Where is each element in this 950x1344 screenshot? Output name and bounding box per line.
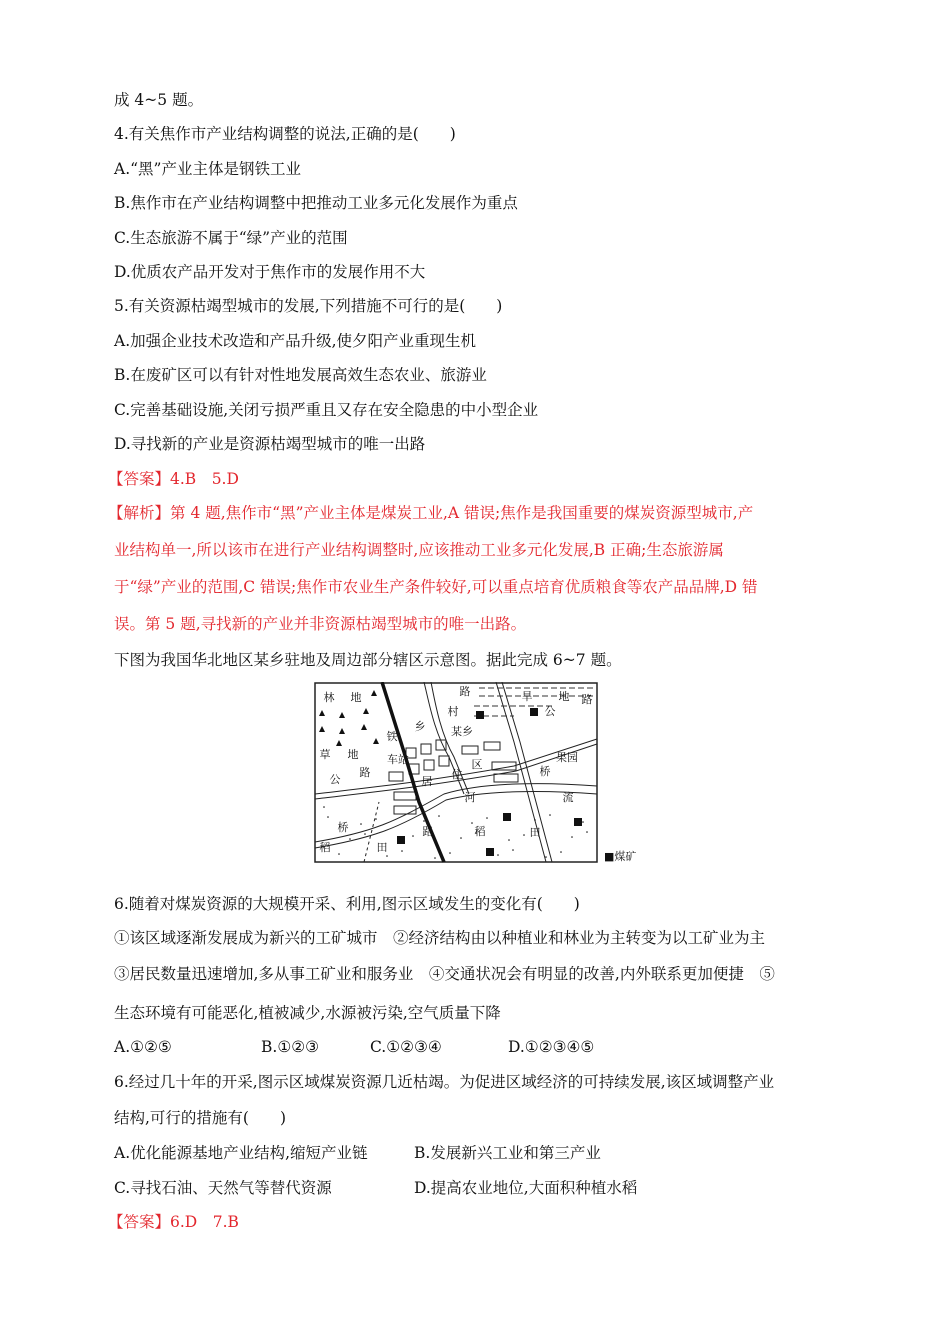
q7-option-d: D.提高农业地位,大面积种植水稻 bbox=[414, 1179, 638, 1197]
map-label: 区 bbox=[471, 758, 483, 771]
paddy-dot bbox=[349, 838, 351, 840]
q7-option-a: A.优化能源基地产业结构,缩短产业链 bbox=[114, 1144, 368, 1162]
coal-mine-marker bbox=[574, 818, 582, 826]
map-label: 居 bbox=[421, 775, 433, 788]
paddy-dot bbox=[338, 853, 340, 855]
coal-mine-marker bbox=[476, 711, 484, 719]
paddy-dot bbox=[549, 814, 551, 816]
paddy-dot bbox=[512, 849, 514, 851]
q5-option-a: A.加强企业技术改造和产品升级,使夕阳产业重现生机 bbox=[114, 332, 477, 350]
q4-stem: 4.有关焦作市产业结构调整的说法,正确的是( ) bbox=[114, 125, 456, 143]
q4-option-d: D.优质农产品开发对于焦作市的发展作用不大 bbox=[114, 263, 426, 281]
q4-option-c: C.生态旅游不属于“绿”产业的范围 bbox=[114, 229, 348, 247]
paddy-dot bbox=[364, 833, 366, 835]
paddy-dot bbox=[545, 856, 547, 858]
analysis-line-2: 业结构单一,所以该市在进行产业结构调整时,应该推动工业多元化发展,B 正确;生态旅游属 bbox=[114, 541, 724, 559]
paddy-dot bbox=[412, 835, 414, 837]
answer-label: 【答案】 bbox=[108, 1213, 171, 1231]
answer-value: 4.B 5.D bbox=[170, 470, 239, 488]
map-label: 铁 bbox=[386, 730, 398, 743]
coal-mine-marker bbox=[397, 836, 405, 844]
map-label: 公 bbox=[544, 705, 556, 718]
answer-value: 6.D 7.B bbox=[170, 1213, 239, 1231]
map-label: 田 bbox=[529, 826, 541, 839]
q7-stem-1: 6.经过几十年的开采,图示区域煤炭资源几近枯竭。为促进区域经济的可持续发展,该区域调整产业 bbox=[114, 1073, 775, 1091]
paddy-dot bbox=[386, 855, 388, 857]
answer-2 bbox=[108, 1212, 239, 1232]
map-label: 路 bbox=[422, 825, 434, 838]
q7-option-c: C.寻找石油、天然气等替代资源 bbox=[114, 1179, 332, 1197]
map-label: 乡 bbox=[414, 720, 426, 733]
answer-label: 【答案】 bbox=[108, 470, 171, 488]
paddy-dot bbox=[460, 837, 462, 839]
analysis-label: 【解析】 bbox=[108, 504, 171, 522]
paddy-dot bbox=[582, 821, 584, 823]
paddy-dot bbox=[523, 834, 525, 836]
answer-1 bbox=[108, 469, 239, 489]
map-label: 住 bbox=[451, 768, 463, 781]
intro-tail: 成 4~5 题。 bbox=[114, 91, 204, 109]
q7-option-b: B.发展新兴工业和第三产业 bbox=[414, 1144, 601, 1162]
map-label: 果园 bbox=[556, 751, 578, 764]
paddy-dot bbox=[401, 850, 403, 852]
paddy-dot bbox=[586, 831, 588, 833]
q6-stem: 6.随着对煤炭资源的大规模开采、利用,图示区域发生的变化有( ) bbox=[114, 895, 580, 913]
paddy-dot bbox=[434, 857, 436, 859]
analysis-line-4: 误。第 5 题,寻找新的产业并非资源枯竭型城市的唯一出路。 bbox=[114, 615, 527, 633]
paddy-dot bbox=[375, 818, 377, 820]
paddy-dot bbox=[571, 836, 573, 838]
q4-option-a: A.“黑”产业主体是钢铁工业 bbox=[114, 160, 301, 178]
paddy-dot bbox=[449, 852, 451, 854]
map-label: 某乡 bbox=[451, 725, 473, 738]
map-label: 稻 bbox=[474, 825, 486, 838]
paddy-dot bbox=[438, 815, 440, 817]
map-legend-coal-mine: ■煤矿 bbox=[604, 850, 637, 863]
q6-option-a: A.①②⑤ bbox=[114, 1038, 172, 1056]
paddy-dot bbox=[471, 822, 473, 824]
q5-option-d: D.寻找新的产业是资源枯竭型城市的唯一出路 bbox=[114, 435, 426, 453]
paddy-dot bbox=[323, 806, 325, 808]
paddy-dot bbox=[497, 854, 499, 856]
paddy-dot bbox=[423, 820, 425, 822]
map-label: 地 bbox=[558, 690, 570, 703]
map-label: 路 bbox=[359, 766, 371, 779]
map-label: 流 bbox=[562, 791, 574, 804]
township-map bbox=[314, 682, 598, 863]
analysis-line-3: 于“绿”产业的范围,C 错误;焦作市农业生产条件较好,可以重点培育优质粮食等农产品品牌,D 错 bbox=[114, 578, 758, 596]
map-label: 旱 bbox=[521, 690, 533, 703]
map-label: 车站 bbox=[387, 753, 409, 766]
paddy-dot bbox=[327, 816, 329, 818]
q6-statement-3: 生态环境有可能恶化,植被减少,水源被污染,空气质量下降 bbox=[114, 1004, 501, 1022]
q6-option-d: D.①②③④⑤ bbox=[508, 1038, 595, 1056]
q4-option-b: B.焦作市在产业结构调整中把推动工业多元化发展作为重点 bbox=[114, 194, 518, 212]
q5-stem: 5.有关资源枯竭型城市的发展,下列措施不可行的是( ) bbox=[114, 297, 503, 315]
map-label: 林 bbox=[323, 691, 335, 704]
analysis-text: 第 4 题,焦作市“黑”产业主体是煤炭工业,A 错误;焦作是我国重要的煤炭资源型城市,产 bbox=[170, 504, 754, 522]
coal-mine-marker bbox=[503, 813, 511, 821]
map-label: 稻 bbox=[319, 841, 331, 854]
q7-stem-2: 结构,可行的措施有( ) bbox=[114, 1109, 287, 1127]
q6-statement-2: ③居民数量迅速增加,多从事工矿业和服务业 ④交通状况会有明显的改善,内外联系更加便捷 ⑤ bbox=[114, 965, 775, 983]
paddy-dot bbox=[534, 819, 536, 821]
map-label: 公 bbox=[329, 773, 341, 786]
map-label: 草 bbox=[319, 748, 331, 761]
paddy-dot bbox=[397, 840, 399, 842]
paddy-dot bbox=[560, 851, 562, 853]
map-label: 地 bbox=[350, 691, 362, 704]
map-label: 桥 bbox=[337, 821, 349, 834]
paddy-dot bbox=[508, 839, 510, 841]
paddy-dot bbox=[486, 817, 488, 819]
q6-statement-1: ①该区域逐渐发展成为新兴的工矿城市 ②经济结构由以种植业和林业为主转变为以工矿业为主 bbox=[114, 929, 766, 947]
map-label: 地 bbox=[347, 748, 359, 761]
map-label: 村 bbox=[447, 705, 459, 718]
map-intro: 下图为我国华北地区某乡驻地及周边部分辖区示意图。据此完成 6~7 题。 bbox=[114, 651, 622, 669]
q5-option-b: B.在废矿区可以有针对性地发展高效生态农业、旅游业 bbox=[114, 366, 487, 384]
coal-mine-marker bbox=[486, 848, 494, 856]
map-label: 河 bbox=[464, 791, 476, 804]
q6-option-c: C.①②③④ bbox=[370, 1038, 442, 1056]
q6-option-b: B.①②③ bbox=[261, 1038, 320, 1056]
map-label: 路 bbox=[459, 685, 471, 698]
map-label: 桥 bbox=[539, 765, 551, 778]
q5-option-c: C.完善基础设施,关闭亏损严重且又存在安全隐患的中小型企业 bbox=[114, 401, 539, 419]
paddy-dot bbox=[360, 823, 362, 825]
coal-mine-marker bbox=[530, 708, 538, 716]
map-label: 路 bbox=[581, 693, 593, 706]
map-label: 田 bbox=[376, 841, 388, 854]
analysis-line-1 bbox=[108, 503, 753, 523]
